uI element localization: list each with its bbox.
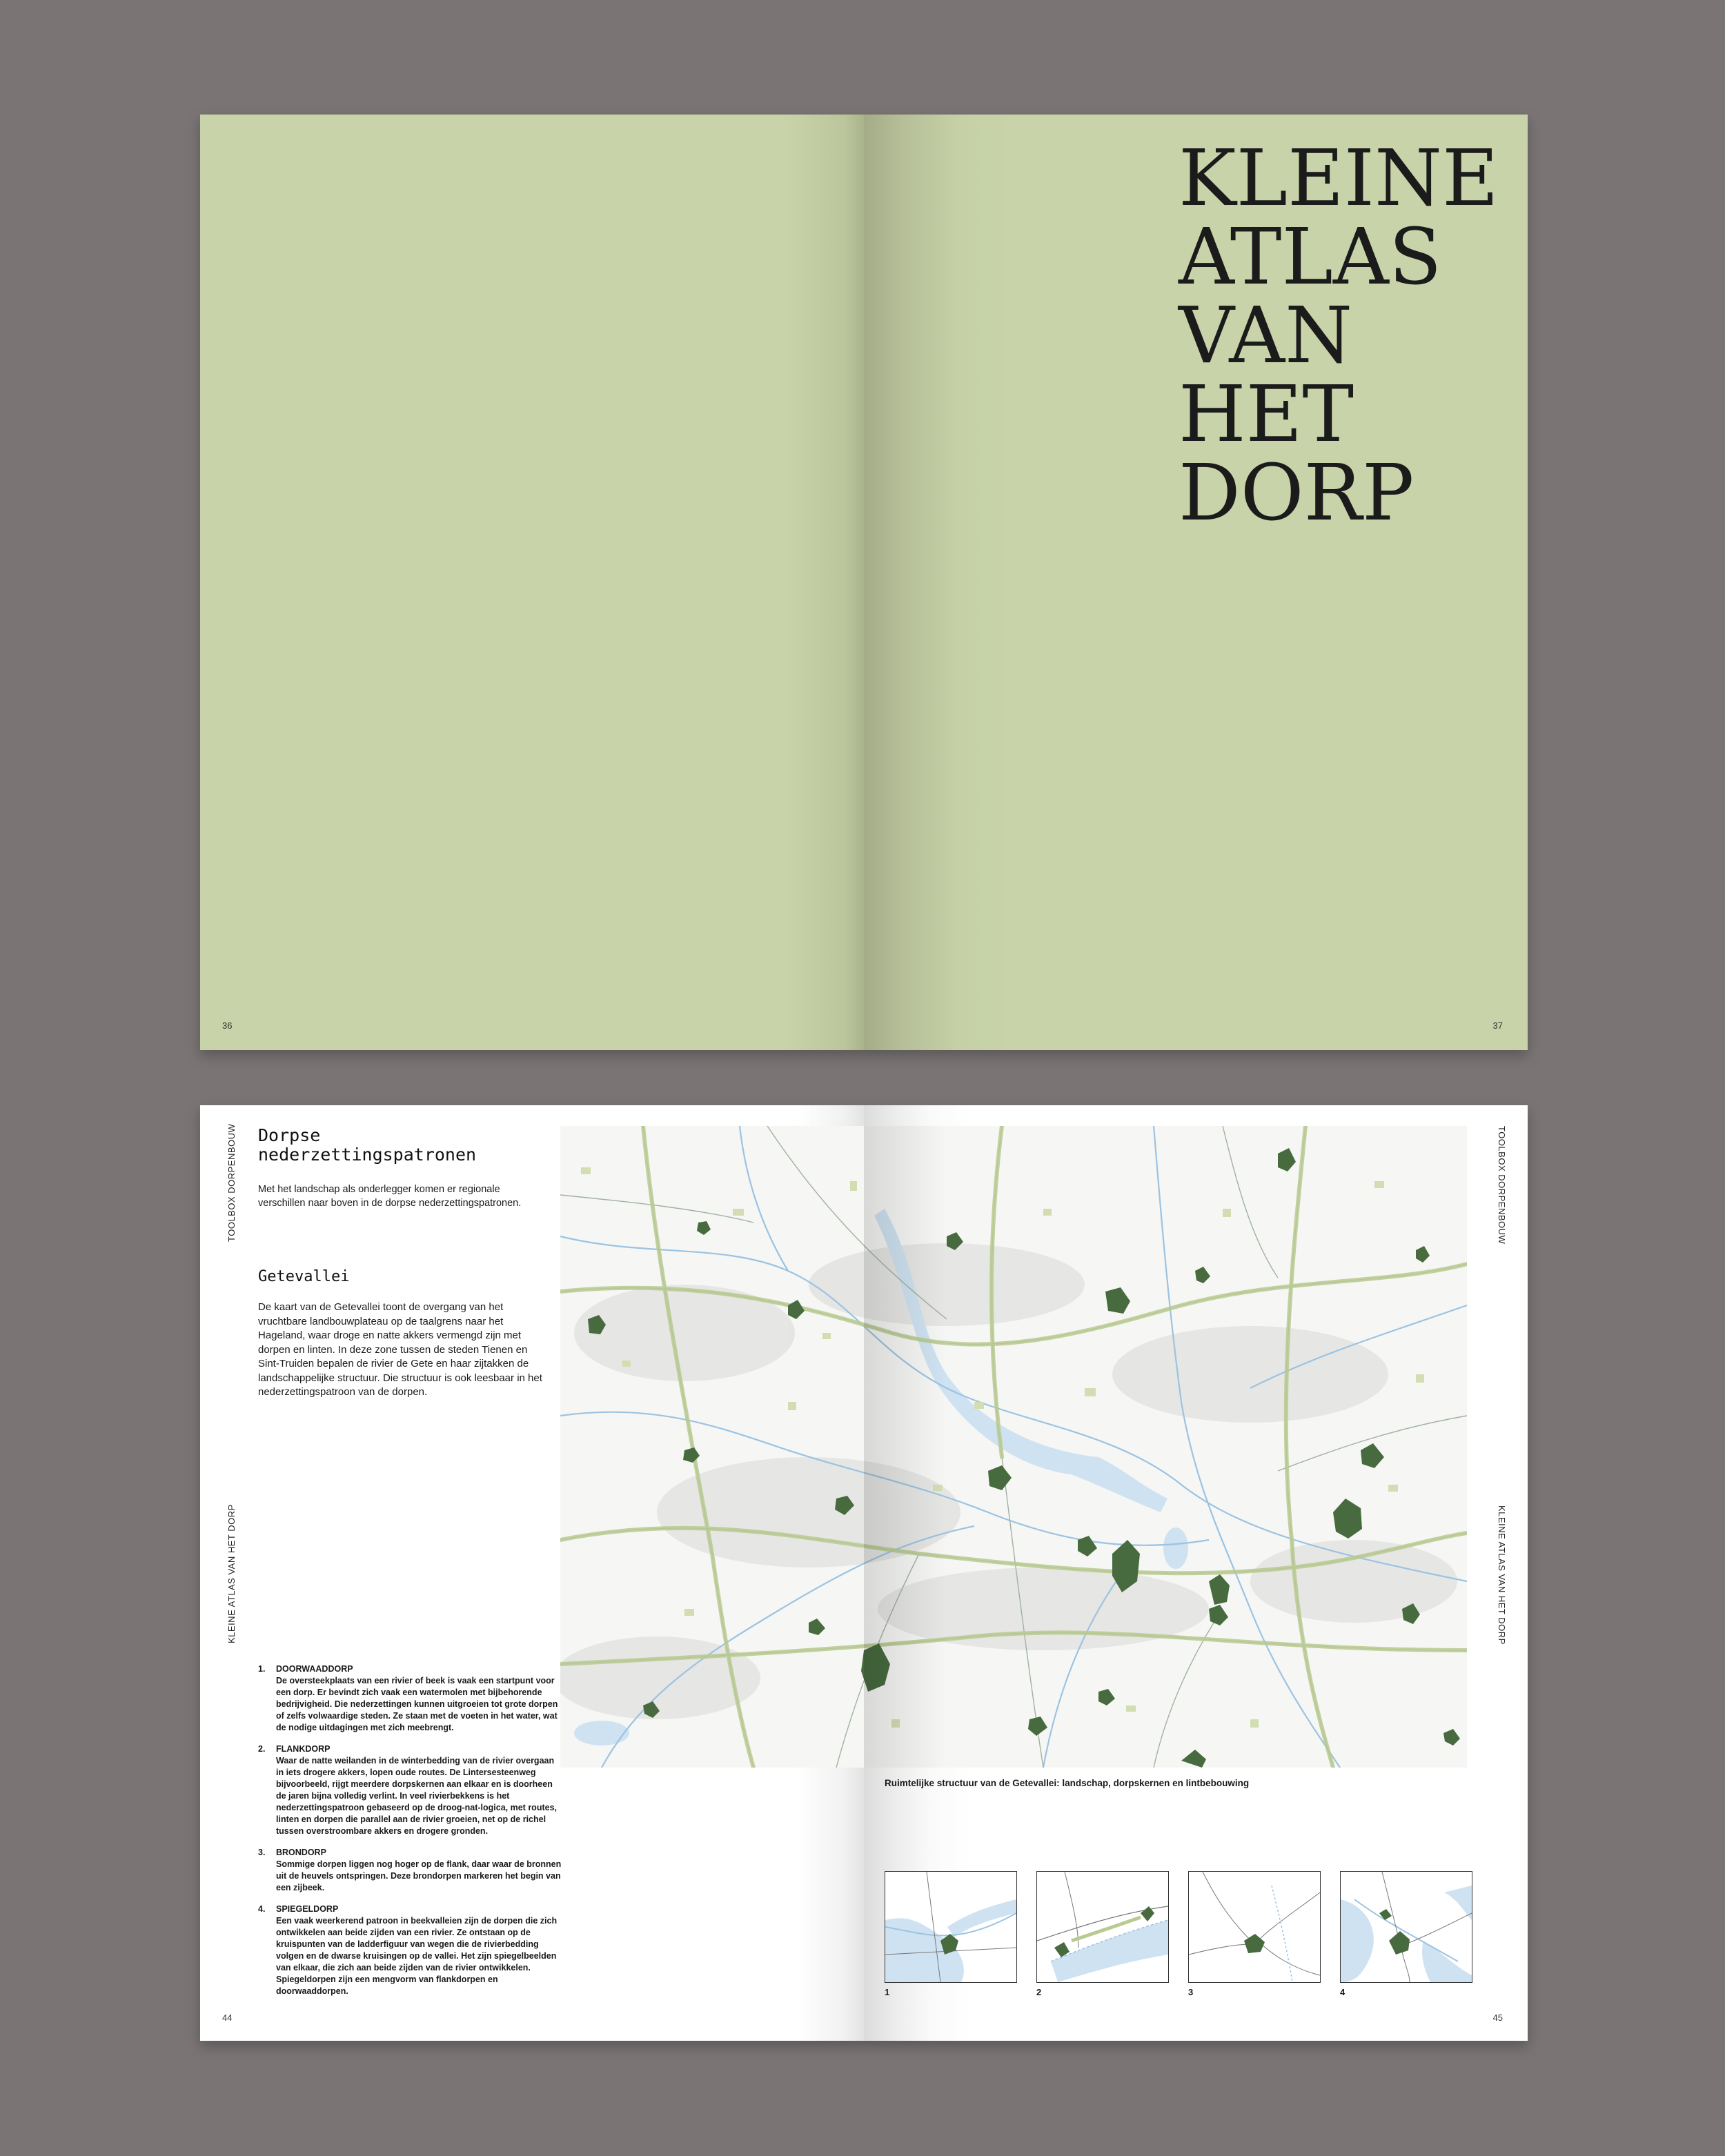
title-line-3: VAN (1179, 291, 1353, 381)
diagram-number: 1 (885, 1987, 890, 1997)
getevallei-map (560, 1126, 864, 1768)
village-type-item (258, 1743, 562, 1837)
diagram-frame (1188, 1871, 1321, 1983)
diagram-number: 2 (1036, 1987, 1042, 1997)
village-type-text: Sommige dorpen liggen nog hoger op de flank, daar waar de bronnen uit de heuvels ontspringen. Deze brondorpen markeren het begin van een zijbeek. (276, 1859, 562, 1892)
left-page-36 (200, 115, 864, 1050)
left-page-44 (200, 1105, 864, 2041)
diagram-number: 3 (1188, 1987, 1194, 1997)
book-title (1179, 134, 1528, 538)
village-type-number: 3. (258, 1848, 266, 1857)
title-line-1: KLEINE (1179, 134, 1499, 224)
map-right-half (864, 1126, 1471, 1768)
subsection-body: De kaart van de Getevallei toont de overgang van het vruchtbare landbouwplateau op de taalgrens naar het Hageland, waar droge en natte akkers vermengd zijn met dorpen en linten. In deze zone tussen de steden Tienen en Sint-Truiden bepalen de rivier de Gete en haar zijtakken de landschappelijke structuur. Die structuur is ook leesbaar in het nederzettingspatroon van de dorpen. (258, 1301, 542, 1398)
atlas-spread (200, 1105, 1528, 2041)
village-type-title: SPIEGELDORP (276, 1904, 339, 1914)
village-type-number: 1. (258, 1664, 266, 1674)
gutter-shadow (864, 1126, 947, 1768)
village-type-item (258, 1903, 562, 1997)
page-number-37: 37 (1492, 1020, 1503, 1031)
title-line-5: DORP (1179, 448, 1414, 538)
village-type-text: De oversteekplaats van een rivier of beek is vaak een startpunt voor een dorp. Er bevindt zich vaak een watermolen met bijbehorende bedrijvigheid. Die nederzettingen kunnen uitgroeien tot grote dorpen of zelfs volwaardige steden. Ze staan met de voeten in het water, wat de nodige uitdagingen met zich meebrengt. (276, 1676, 558, 1732)
diagram-2-graphic (1037, 1872, 1168, 1982)
page-number-36: 36 (222, 1020, 233, 1031)
map-caption: Ruimtelijke structuur van de Getevallei: landschap, dorpskernen en lintbebouwing (885, 1778, 1250, 1788)
village-type-number: 4. (258, 1904, 266, 1914)
title-line-2: ATLAS (1179, 212, 1442, 302)
diagram-flankdorp (1036, 1871, 1169, 1997)
village-type-text: Een vaak weerkerend patroon in beekvalleien zijn de dorpen die zich ontwikkelen aan beide zijden van een rivier. Ze ontstaan op de kruispunten van de ladderfiguur van wegen die de rivierbedding volgen en de dwarse kruisingen op de vallei. Het zijn spiegelbeelden van elkaar, die zich aan beide zijden van de rivier ontwikkelen. Spiegeldorpen zijn een mengvorm van flankdorpen en doorwaaddorpen. (276, 1916, 558, 1996)
page-number-44: 44 (222, 2012, 233, 2023)
right-page-37 (864, 115, 1528, 1050)
diagram-doorwaaddorp (885, 1871, 1017, 1997)
running-head-atlas-left: KLEINE ATLAS VAN HET DORP (226, 1504, 237, 1643)
village-type-item (258, 1847, 562, 1894)
section-heading: Dorpse nederzettingspatronen (258, 1125, 477, 1165)
title-line-4: HET (1179, 370, 1354, 459)
village-type-title: BRONDORP (276, 1848, 326, 1857)
subsection-heading: Getevallei (258, 1268, 350, 1285)
village-type-item (258, 1663, 562, 1734)
diagram-frame (885, 1871, 1017, 1983)
diagram-3-graphic (1189, 1872, 1320, 1982)
diagram-number: 4 (1340, 1987, 1346, 1997)
running-head-toolbox-right: TOOLBOX DORPENBOUW (1497, 1126, 1507, 1245)
diagram-4-graphic (1341, 1872, 1472, 1982)
title-spread (200, 115, 1528, 1050)
getevallei-map-right (864, 1126, 1467, 1768)
diagram-brondorp (1188, 1871, 1321, 1997)
diagram-spiegeldorp (1340, 1871, 1472, 1997)
running-head-toolbox-left: TOOLBOX DORPENBOUW (226, 1123, 237, 1242)
village-type-title: FLANKDORP (276, 1744, 331, 1754)
diagram-1-graphic (885, 1872, 1016, 1982)
village-type-text: Waar de natte weilanden in de winterbedding van de rivier overgaan in iets drogere akkers, lopen oude routes. De Lintersesteenweg bijvoorbeeld, rijgt meerdere dorpskernen aan elkaar en is doorheen de jaren bijna volledig verlint. In veel rivierbekkens is het nederzettingspatroon gebaseerd op de droog-nat-logica, met routes, linten en dorpen die parallel aan de rivier groeien, net op de richel tussen overstroombare akkers en drogere gronden. (276, 1756, 557, 1836)
section-intro: Met het landschap als onderlegger komen er regionale verschillen naar boven in de dorpse nederzettingspatronen. (258, 1184, 522, 1209)
right-page-45 (864, 1105, 1528, 2041)
map-left-half (560, 1126, 864, 1768)
village-type-title: DOORWAADDORP (276, 1664, 353, 1674)
village-type-list (258, 1663, 562, 2007)
diagram-frame (1036, 1871, 1169, 1983)
page-number-45: 45 (1492, 2012, 1503, 2023)
village-type-number: 2. (258, 1744, 266, 1754)
running-head-atlas-right: KLEINE ATLAS VAN HET DORP (1497, 1505, 1507, 1645)
diagram-frame (1340, 1871, 1472, 1983)
